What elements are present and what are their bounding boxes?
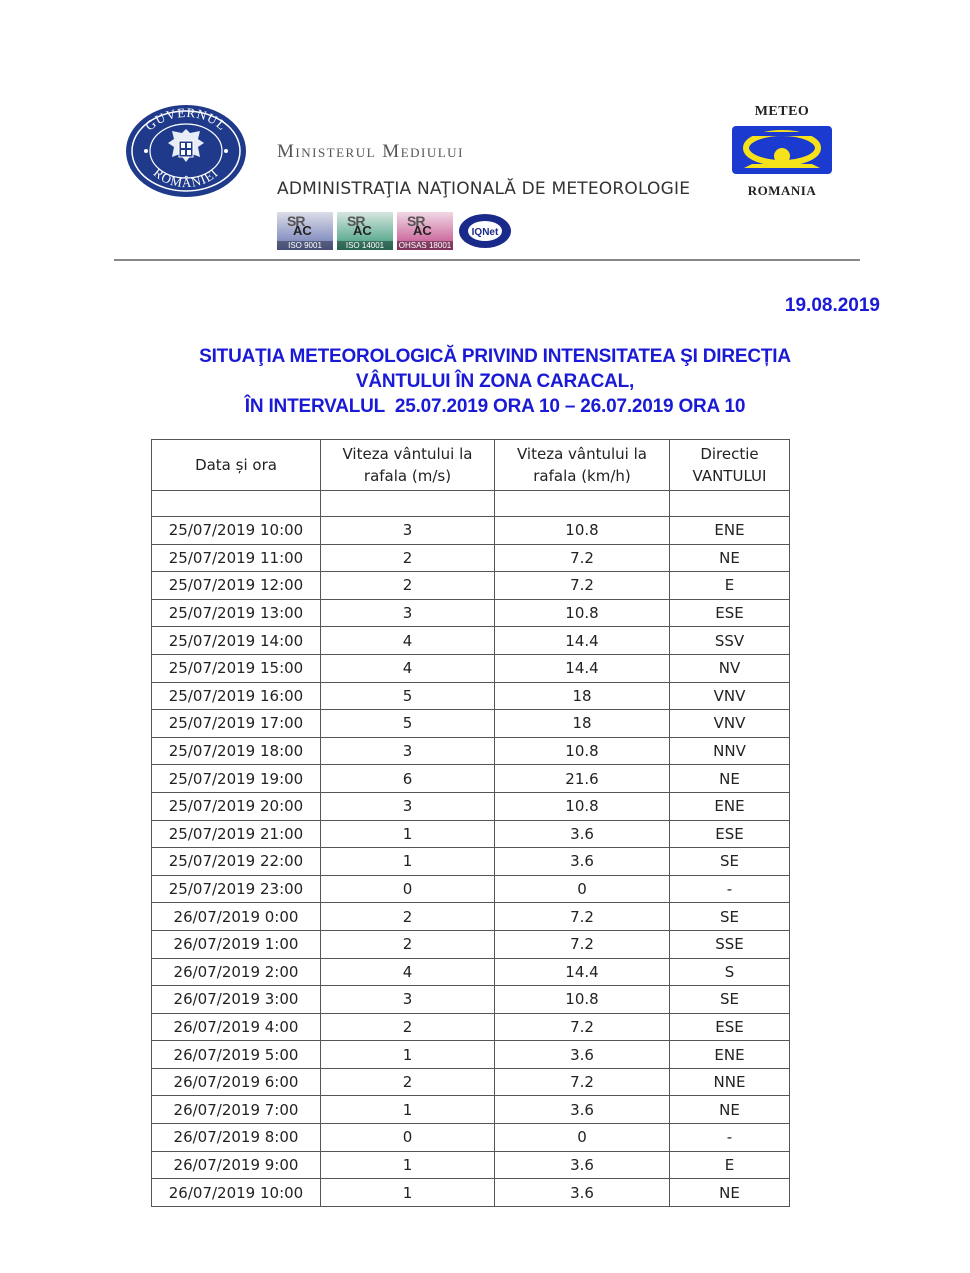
cell-datetime: 25/07/2019 21:00 [152, 820, 321, 848]
cell-speed-kmh: 3.6 [495, 1096, 670, 1124]
table-row [152, 1096, 790, 1124]
svg-text:ROMÂNIEI: ROMÂNIEI [150, 164, 222, 191]
administration-name: ADMINISTRAŢIA NAŢIONALĂ DE METEOROLOGIE [277, 179, 691, 199]
column-header-datetime: Data și ora [152, 440, 321, 491]
cell-direction: NNV [670, 737, 790, 765]
cell-datetime: 26/07/2019 8:00 [152, 1124, 321, 1152]
cell-direction: - [670, 1124, 790, 1152]
cell-datetime: 25/07/2019 13:00 [152, 599, 321, 627]
cell-datetime: 26/07/2019 3:00 [152, 986, 321, 1014]
cell-speed-ms: 3 [321, 986, 495, 1014]
table-row [152, 958, 790, 986]
cell-speed-kmh: 10.8 [495, 986, 670, 1014]
cell-direction: SSE [670, 930, 790, 958]
table-row [152, 737, 790, 765]
cell-direction: NE [670, 1096, 790, 1124]
column-header-speed-ms: Viteza vântului la rafala (m/s) [321, 440, 495, 491]
cell-datetime: 25/07/2019 20:00 [152, 792, 321, 820]
cell-speed-ms: 1 [321, 1151, 495, 1179]
cell-direction: VNV [670, 710, 790, 738]
cell-speed-ms: 6 [321, 765, 495, 793]
cell-speed-kmh: 3.6 [495, 1041, 670, 1069]
cell-speed-ms: 1 [321, 848, 495, 876]
cell-datetime: 25/07/2019 19:00 [152, 765, 321, 793]
cell-direction: NE [670, 765, 790, 793]
table-row [152, 1151, 790, 1179]
table-row [152, 572, 790, 600]
table-row [152, 682, 790, 710]
column-header-speed-kmh: Viteza vântului la rafala (km/h) [495, 440, 670, 491]
cell-direction: S [670, 958, 790, 986]
table-row [152, 820, 790, 848]
table-row [152, 875, 790, 903]
svg-text:IQNet: IQNet [471, 227, 499, 238]
cell-speed-ms: 2 [321, 544, 495, 572]
table-row [152, 1068, 790, 1096]
cell-datetime: 25/07/2019 12:00 [152, 572, 321, 600]
cell-speed-ms: 1 [321, 1096, 495, 1124]
cell-datetime: 25/07/2019 14:00 [152, 627, 321, 655]
cell-direction: - [670, 875, 790, 903]
cell-direction: E [670, 1151, 790, 1179]
cell-speed-kmh: 14.4 [495, 627, 670, 655]
table-row [152, 792, 790, 820]
cell-speed-kmh: 14.4 [495, 958, 670, 986]
cell-direction: ESE [670, 599, 790, 627]
cell-direction: SSV [670, 627, 790, 655]
cell-datetime: 25/07/2019 23:00 [152, 875, 321, 903]
table-row [152, 1179, 790, 1207]
cell-speed-ms: 0 [321, 875, 495, 903]
title-line-1: SITUAŢIA METEOROLOGICĂ PRIVIND INTENSITATEA ŞI DIRECȚIA [199, 346, 791, 367]
cell-speed-ms: 0 [321, 1124, 495, 1152]
cell-speed-ms: 1 [321, 820, 495, 848]
cell-speed-kmh: 18 [495, 710, 670, 738]
table-row [152, 1124, 790, 1152]
cell-speed-kmh: 7.2 [495, 1013, 670, 1041]
cell-speed-kmh: 7.2 [495, 930, 670, 958]
wind-data-table [151, 439, 790, 1207]
meteo-romania-logo [724, 104, 840, 204]
cell-datetime: 25/07/2019 16:00 [152, 682, 321, 710]
cell-direction: VNV [670, 682, 790, 710]
cell-speed-ms: 5 [321, 682, 495, 710]
cell-speed-kmh: 10.8 [495, 737, 670, 765]
cell-speed-kmh: 7.2 [495, 903, 670, 931]
title-line-3: ÎN INTERVALUL 25.07.2019 ORA 10 – 26.07.2019 ORA 10 [244, 396, 746, 417]
table-row [152, 848, 790, 876]
cell-speed-kmh: 7.2 [495, 572, 670, 600]
cell-datetime: 26/07/2019 7:00 [152, 1096, 321, 1124]
iqnet-badge-icon [457, 212, 513, 250]
cell-speed-ms: 3 [321, 599, 495, 627]
ministry-name: Ministerul Mediului [277, 141, 464, 162]
table-row [152, 1013, 790, 1041]
title-line-2: VÂNTULUI ÎN ZONA CARACAL, [355, 371, 635, 392]
cell-datetime: 26/07/2019 1:00 [152, 930, 321, 958]
cell-speed-kmh: 10.8 [495, 599, 670, 627]
cell-datetime: 26/07/2019 2:00 [152, 958, 321, 986]
cell-datetime: 25/07/2019 22:00 [152, 848, 321, 876]
meteo-logo-top-text: METEO [754, 104, 810, 119]
cell-speed-ms: 2 [321, 903, 495, 931]
table-row [152, 903, 790, 931]
iso-14001-badge-icon: SR AC ISO 14001 [337, 212, 393, 250]
header-divider [114, 259, 860, 261]
meteo-logo-bottom-text: ROMANIA [747, 183, 817, 198]
cell-speed-kmh: 10.8 [495, 517, 670, 545]
meteo-symbol-icon [732, 126, 832, 174]
cell-speed-kmh: 7.2 [495, 544, 670, 572]
cell-direction: SE [670, 986, 790, 1014]
cell-datetime: 25/07/2019 10:00 [152, 517, 321, 545]
government-seal-logo [124, 103, 248, 199]
cell-datetime: 25/07/2019 18:00 [152, 737, 321, 765]
cell-speed-ms: 2 [321, 930, 495, 958]
table-row [152, 654, 790, 682]
document-date: 19.08.2019 [784, 295, 880, 316]
cell-speed-kmh: 14.4 [495, 654, 670, 682]
table-row [152, 1041, 790, 1069]
table-row [152, 986, 790, 1014]
cell-direction: NV [670, 654, 790, 682]
cell-direction: SE [670, 903, 790, 931]
cell-datetime: 26/07/2019 5:00 [152, 1041, 321, 1069]
cell-datetime: 25/07/2019 15:00 [152, 654, 321, 682]
cell-datetime: 25/07/2019 11:00 [152, 544, 321, 572]
cell-direction: NE [670, 544, 790, 572]
cell-speed-kmh: 21.6 [495, 765, 670, 793]
cell-direction: ESE [670, 1013, 790, 1041]
cell-datetime: 26/07/2019 4:00 [152, 1013, 321, 1041]
cell-speed-kmh: 3.6 [495, 820, 670, 848]
cell-speed-kmh: 3.6 [495, 848, 670, 876]
table-row [152, 544, 790, 572]
cell-speed-ms: 2 [321, 572, 495, 600]
ohsas-18001-badge-icon: SR AC OHSAS 18001 [398, 213, 452, 250]
cell-datetime: 26/07/2019 6:00 [152, 1068, 321, 1096]
cell-speed-ms: 1 [321, 1179, 495, 1207]
cell-speed-ms: 4 [321, 958, 495, 986]
table-row [152, 627, 790, 655]
cell-datetime: 26/07/2019 0:00 [152, 903, 321, 931]
cell-direction: ENE [670, 517, 790, 545]
table-row [152, 930, 790, 958]
cell-datetime: 25/07/2019 17:00 [152, 710, 321, 738]
cell-speed-kmh: 3.6 [495, 1151, 670, 1179]
cell-datetime: 26/07/2019 10:00 [152, 1179, 321, 1207]
certification-badges [277, 212, 513, 250]
cell-direction: NE [670, 1179, 790, 1207]
cell-speed-ms: 3 [321, 517, 495, 545]
cell-datetime: 26/07/2019 9:00 [152, 1151, 321, 1179]
cell-speed-ms: 2 [321, 1013, 495, 1041]
cell-direction: ENE [670, 1041, 790, 1069]
table-row [152, 599, 790, 627]
cell-direction: ESE [670, 820, 790, 848]
table-row [152, 765, 790, 793]
cell-direction: E [670, 572, 790, 600]
table-row [152, 517, 790, 545]
cell-speed-ms: 2 [321, 1068, 495, 1096]
document-title [100, 344, 890, 419]
cell-direction: SE [670, 848, 790, 876]
table-row [152, 710, 790, 738]
cell-speed-ms: 3 [321, 737, 495, 765]
cell-speed-ms: 1 [321, 1041, 495, 1069]
cell-speed-ms: 3 [321, 792, 495, 820]
cell-direction: ENE [670, 792, 790, 820]
cell-speed-ms: 4 [321, 654, 495, 682]
cell-speed-kmh: 0 [495, 1124, 670, 1152]
cell-speed-kmh: 7.2 [495, 1068, 670, 1096]
cell-speed-kmh: 18 [495, 682, 670, 710]
cell-speed-kmh: 10.8 [495, 792, 670, 820]
cell-speed-ms: 5 [321, 710, 495, 738]
table-header-row [152, 440, 790, 491]
cell-direction: NNE [670, 1068, 790, 1096]
iso-9001-badge-icon: SR AC ISO 9001 [277, 212, 333, 250]
cell-speed-ms: 4 [321, 627, 495, 655]
cell-speed-kmh: 3.6 [495, 1179, 670, 1207]
column-header-direction: Directie VANTULUI [670, 440, 790, 491]
svg-text:GUVERNUL: GUVERNUL [142, 104, 230, 134]
cell-speed-kmh: 0 [495, 875, 670, 903]
table-blank-row [152, 491, 790, 517]
